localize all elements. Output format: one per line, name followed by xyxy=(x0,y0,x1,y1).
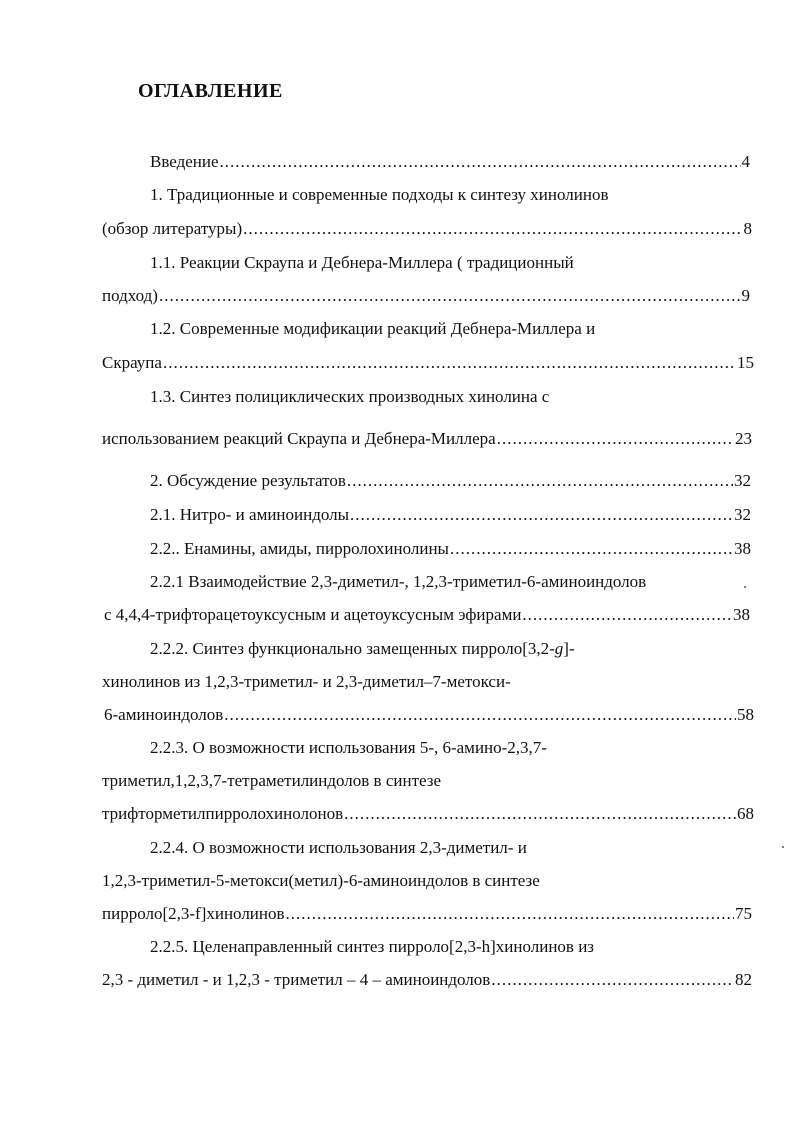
toc-entry-text: пирроло[2,3-f]хинолинов xyxy=(102,904,285,923)
toc-entry-text: с 4,4,4-трифторацетоуксусным и ацетоуксусным эфирами xyxy=(104,605,522,624)
toc-entry-2-2-3-line1: 2.2.3. О возможности использования 5-, 6-амино-2,3,7- xyxy=(150,738,547,757)
toc-entry-introduction[interactable] xyxy=(150,151,750,173)
toc-entry-1-1-line1: 1.1. Реакции Скраупа и Дебнера-Миллера ( традиционный xyxy=(150,253,574,272)
toc-page-number: 38 xyxy=(734,539,751,558)
toc-entry-1-3-line1: 1.3. Синтез полициклических производных хинолина с xyxy=(150,387,550,406)
toc-entry-text: Скраупа xyxy=(102,353,162,372)
toc-entry-2-2-2-line1 xyxy=(150,638,575,660)
toc-entry-2-2[interactable] xyxy=(150,538,751,560)
toc-page-number: 9 xyxy=(741,286,750,305)
toc-entry-2[interactable] xyxy=(150,470,751,492)
page-title: ОГЛАВЛЕНИЕ xyxy=(138,80,283,102)
toc-entry-1-1[interactable] xyxy=(102,285,750,307)
toc-entry-2-2-5[interactable] xyxy=(102,969,752,991)
toc-entry-1-2[interactable] xyxy=(102,352,754,374)
toc-entry-2-2-2-line2: хинолинов из 1,2,3-триметил- и 2,3-диметил–7-метокси- xyxy=(102,672,511,691)
toc-entry-2-2-4[interactable] xyxy=(102,903,752,925)
toc-page-number: 75 xyxy=(735,904,752,923)
toc-page-number: 8 xyxy=(743,219,752,238)
leader-dots xyxy=(163,352,736,374)
italic-letter: g xyxy=(554,639,564,658)
leader-dots xyxy=(243,218,742,240)
toc-entry-text: 2.2.. Енамины, амиды, пирролохинолины xyxy=(150,539,449,558)
toc-page-number: 23 xyxy=(735,429,752,448)
toc-entry-text: (обзор литературы) xyxy=(102,219,243,238)
toc-page-number: 68 xyxy=(737,804,754,823)
toc-page-number: 32 xyxy=(734,505,751,524)
toc-entry-1[interactable] xyxy=(102,218,752,240)
toc-entry-text: подход) xyxy=(102,286,158,305)
leader-dots xyxy=(491,969,734,991)
scan-speck xyxy=(782,846,784,848)
toc-page-number: 15 xyxy=(737,353,754,372)
leader-dots xyxy=(350,504,733,526)
toc-entry-2-2-4-line1: 2.2.4. О возможности использования 2,3-диметил- и xyxy=(150,838,527,857)
leader-dots xyxy=(450,538,733,560)
toc-page-number: 32 xyxy=(734,471,751,490)
toc-entry-text: использованием реакций Скраупа и Дебнера-Миллера xyxy=(102,429,496,448)
toc-entry-2-1[interactable] xyxy=(150,504,751,526)
toc-entry-2-2-1-line1: 2.2.1 Взаимодействие 2,3-диметил-, 1,2,3-триметил-6-аминоиндолов xyxy=(150,572,647,591)
line-text: ]- xyxy=(563,639,575,658)
toc-page-number: 58 xyxy=(737,705,754,724)
toc-page-number: 82 xyxy=(735,970,752,989)
leader-dots xyxy=(497,428,734,450)
line-text: 2.2.2. Синтез функционально замещенных пирроло[3,2- xyxy=(150,639,555,658)
toc-entry-text: 2.1. Нитро- и аминоиндолы xyxy=(150,505,350,524)
toc-entry-1-line1: 1. Традиционные и современные подходы к синтезу хинолинов xyxy=(150,185,609,204)
leader-dots xyxy=(220,151,741,173)
toc-entry-2-2-5-line1: 2.2.5. Целенаправленный синтез пирроло[2,3-h]хинолинов из xyxy=(150,937,595,956)
toc-entry-text: трифторметилпирролохинолонов xyxy=(102,804,344,823)
toc-entry-1-2-line1: 1.2. Современные модификации реакций Дебнера-Миллера и xyxy=(150,319,596,338)
toc-entry-text: 6-аминоиндолов xyxy=(104,705,224,724)
toc-entry-2-2-1[interactable] xyxy=(104,604,750,626)
toc-entry-2-2-3-line2: триметил,1,2,3,7-тетраметилиндолов в синтезе xyxy=(102,771,442,790)
leader-dots xyxy=(347,470,733,492)
toc-entry-text: Введение xyxy=(150,152,219,171)
leader-dots xyxy=(224,704,736,726)
toc-entry-text: 2. Обсуждение результатов xyxy=(150,471,346,490)
toc-entry-2-2-4-line2: 1,2,3-триметил-5-метокси(метил)-6-аминоиндолов в синтезе xyxy=(102,871,540,890)
toc-entry-2-2-3[interactable] xyxy=(102,803,754,825)
leader-dots xyxy=(159,285,741,307)
toc-entry-1-3[interactable] xyxy=(102,428,752,450)
leader-dots xyxy=(286,903,734,925)
leader-dots xyxy=(344,803,736,825)
toc-page-number: 38 xyxy=(733,605,750,624)
toc-page-number: 4 xyxy=(741,152,750,171)
toc-entry-2-2-2[interactable] xyxy=(104,704,754,726)
scan-speck xyxy=(744,586,746,588)
leader-dots xyxy=(522,604,732,626)
toc-entry-text: 2,3 - диметил - и 1,2,3 - триметил – 4 – аминоиндолов xyxy=(102,970,491,989)
